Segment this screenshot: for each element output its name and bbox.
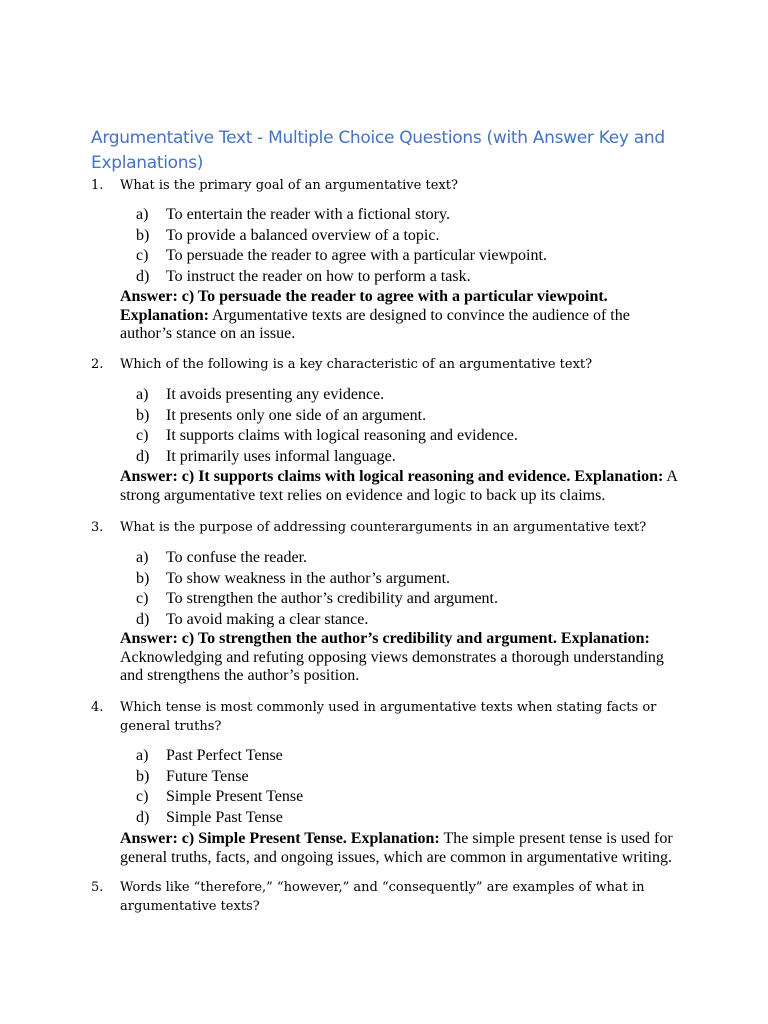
explanation-text: The simple present tense is used for general truths, facts, and ongoing issues, which are common in argumentative writing. [120, 830, 673, 866]
answer-block-2 [120, 468, 680, 505]
question-text: What is the primary goal of an argumentative text? [120, 178, 458, 193]
answer-block-3 [120, 630, 680, 686]
answer-text: Answer: c) To persuade the reader to agree with a particular viewpoint. [120, 288, 608, 305]
option-d: d) Simple Past Tense [136, 808, 283, 826]
question-number: 5. [91, 880, 104, 895]
option-b: b) To provide a balanced overview of a topic. [136, 226, 440, 244]
explanation-label: Explanation: [574, 468, 664, 485]
option-a: a) To confuse the reader. [136, 549, 308, 566]
explanation-text: A strong argumentative text relies on evidence and logic to back up its claims. [120, 468, 678, 504]
question-text: Words like “therefore,” “however,” and “consequently” are examples of what in argumentative texts? [120, 880, 645, 914]
option-a: a) It avoids presenting any evidence. [136, 386, 385, 403]
option-b: b) It presents only one side of an argument. [136, 406, 427, 424]
options-list-2 [0, 385, 768, 467]
explanation-text: Acknowledging and refuting opposing views demonstrates a thorough understanding and strengthens the author’s position. [120, 648, 664, 684]
option-b: b) To show weakness in the author’s argument. [136, 569, 451, 587]
question-number: 2. [91, 357, 104, 372]
question-text: Which of the following is a key characteristic of an argumentative text? [120, 357, 593, 372]
option-c: c) To persuade the reader to agree with a particular viewpoint. [136, 247, 547, 264]
question-text: What is the purpose of addressing counterarguments in an argumentative text? [120, 520, 647, 535]
options-list-4 [0, 746, 768, 828]
option-c: c) Simple Present Tense [136, 788, 304, 805]
option-c: c) To strengthen the author’s credibility and argument. [136, 590, 498, 607]
explanation-label: Explanation: [560, 630, 650, 647]
answer-text: Answer: c) To strengthen the author’s credibility and argument. [120, 630, 557, 647]
explanation-label: Explanation: [350, 830, 440, 847]
question-text: Which tense is most commonly used in argumentative texts when stating facts or general truths? [120, 700, 657, 734]
explanation-text: Argumentative texts are designed to convince the audience of the author’s stance on an issue. [120, 306, 630, 342]
options-list-3 [0, 548, 768, 630]
document-title: Argumentative Text - Multiple Choice Questions (with Answer Key and Explanations) [91, 128, 665, 173]
question-number: 1. [91, 178, 104, 193]
option-a: a) To entertain the reader with a fictional story. [136, 206, 450, 223]
question-number: 3. [91, 520, 104, 535]
answer-block-1 [120, 288, 680, 344]
option-d: d) To instruct the reader on how to perform a task. [136, 267, 471, 285]
question-number: 4. [91, 700, 104, 715]
answer-text: Answer: c) It supports claims with logical reasoning and evidence. [120, 468, 571, 485]
option-d: d) To avoid making a clear stance. [136, 610, 369, 628]
option-c: c) It supports claims with logical reasoning and evidence. [136, 427, 518, 444]
option-d: d) It primarily uses informal language. [136, 447, 396, 465]
answer-text: Answer: c) Simple Present Tense. [120, 830, 347, 847]
answer-block-4 [120, 830, 680, 867]
option-b: b) Future Tense [136, 767, 249, 785]
option-a: a) Past Perfect Tense [136, 747, 283, 764]
options-list-1 [0, 205, 768, 287]
explanation-label: Explanation: [120, 306, 209, 324]
